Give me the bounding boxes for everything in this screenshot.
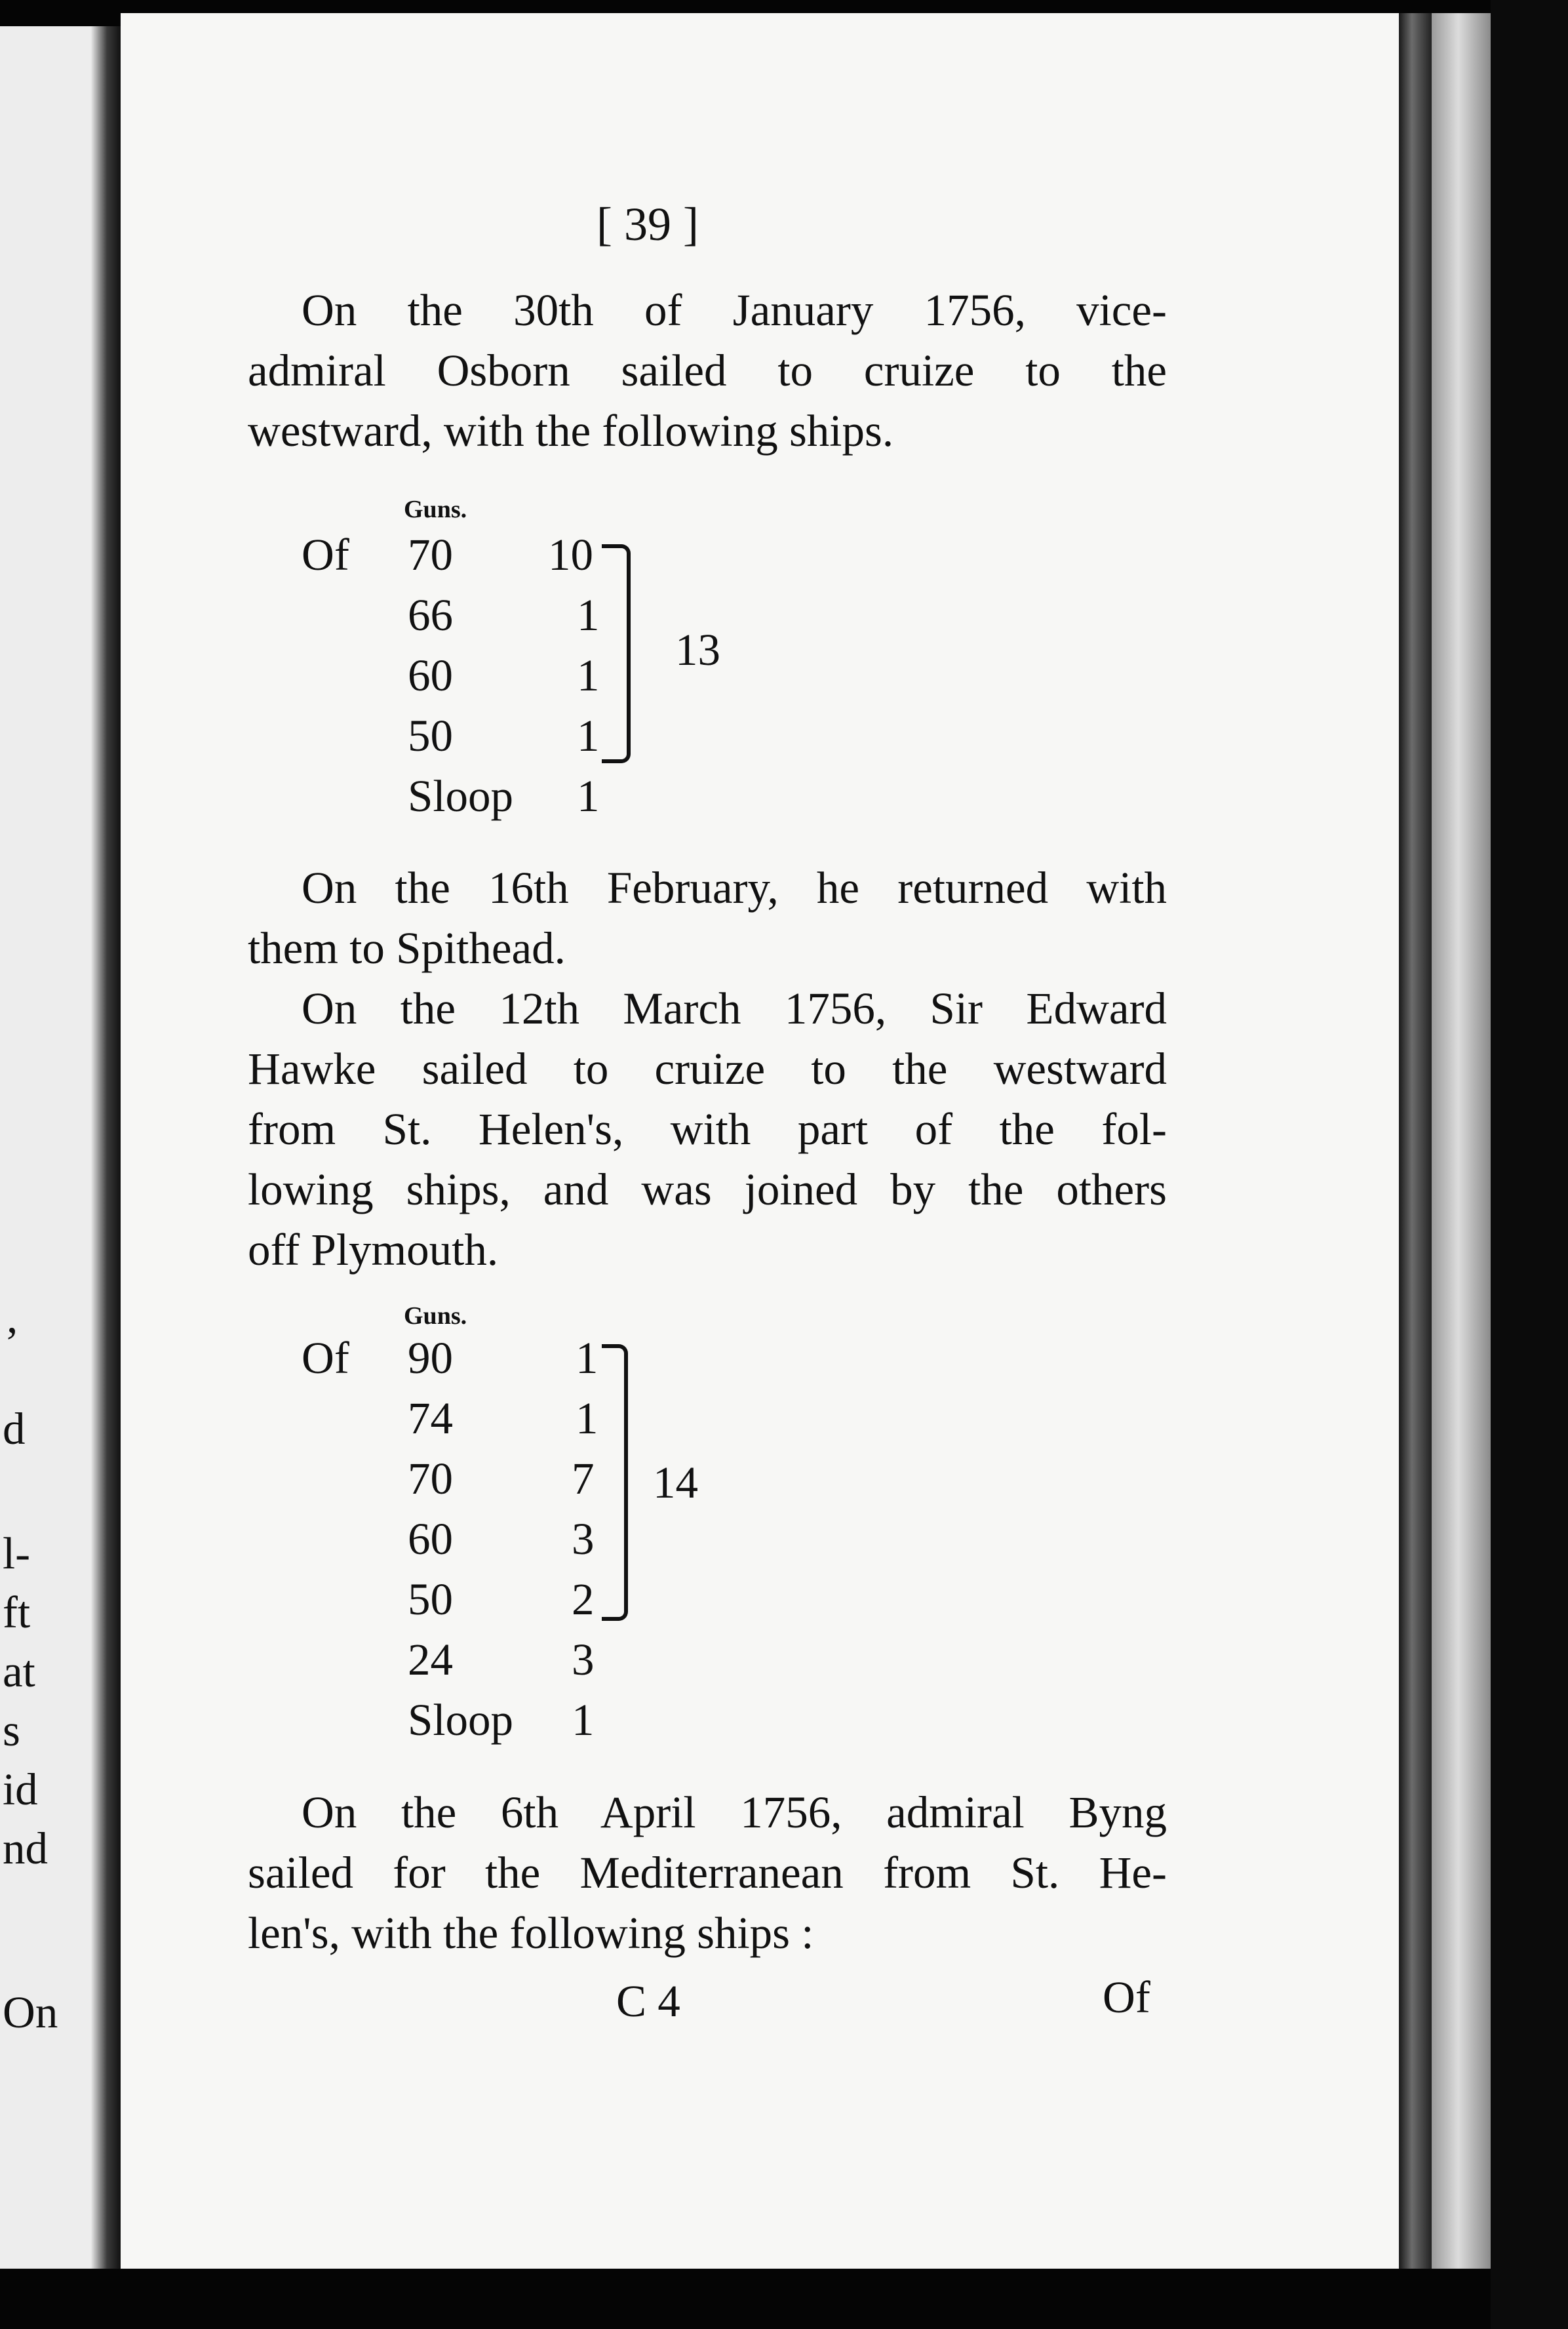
page-number: [ 39 ] [597,198,699,250]
table-cell-count: 1 [576,1333,598,1383]
table-brace [602,544,631,763]
of-label: Of [302,1333,349,1383]
margin-fragment: On [3,1987,58,2037]
table-cell-count: 1 [572,1695,595,1745]
table-cell-guns: 74 [408,1393,453,1443]
paragraph-line: On the 16th February, he returned with [302,863,1167,913]
guns-label: Guns. [404,1302,467,1330]
table-cell-count: 1 [577,590,600,640]
paragraph-line: On the 6th April 1756, admiral Byng [302,1787,1167,1837]
table-brace [602,1344,628,1621]
paragraph-line: westward, with the following ships. [248,406,894,456]
signature-mark: C 4 [616,1976,680,2026]
paragraph-line: lowing ships, and was joined by the others [248,1164,1167,1214]
table-cell-count: 2 [572,1574,595,1624]
margin-fragment: l- [3,1528,31,1578]
margin-fragment: at [3,1646,35,1696]
book-cover [1491,0,1568,2329]
margin-fragment: , [7,1292,18,1342]
table-cell-count: 3 [572,1635,595,1684]
table-cell-guns: 66 [408,590,453,640]
table-total: 13 [675,625,720,675]
table-cell-guns: 90 [408,1333,453,1383]
table-cell-guns: 70 [408,1454,453,1503]
table-cell-guns: 70 [408,530,453,580]
table-cell-guns: Sloop [408,771,514,821]
paragraph-line: len's, with the following ships : [248,1908,814,1958]
book-cover-edge [1432,13,1491,2269]
table-total: 14 [653,1458,698,1507]
paragraph-line: admiral Osborn sailed to cruize to the [248,346,1167,395]
margin-fragment: ft [3,1587,31,1637]
gutter-shadow [90,26,121,2269]
margin-fragment: s [3,1705,20,1755]
catchword: Of [1103,1972,1150,2022]
table-cell-guns: 60 [408,650,453,700]
of-label: Of [302,530,349,580]
table-cell-count: 1 [577,711,600,761]
margin-fragment: id [3,1764,38,1814]
table-cell-count: 1 [576,1393,598,1443]
table-cell-count: 10 [548,530,593,580]
table-cell-guns: 50 [408,1574,453,1624]
margin-fragment: nd [3,1823,48,1873]
paragraph-line: them to Spithead. [248,923,566,973]
paragraph-line: sailed for the Mediterranean from St. He- [248,1848,1167,1898]
page-edge-shadow [1399,13,1432,2269]
table-cell-count: 7 [572,1454,595,1503]
table-cell-count: 3 [572,1514,595,1564]
paragraph-line: off Plymouth. [248,1225,499,1275]
margin-fragment: d [3,1404,26,1454]
paragraph-line: On the 12th March 1756, Sir Edward [302,984,1167,1033]
table-cell-guns: 50 [408,711,453,761]
paragraph-line: from St. Helen's, with part of the fol- [248,1104,1167,1154]
table-cell-guns: Sloop [408,1695,514,1745]
table-cell-count: 1 [577,771,600,821]
paragraph-line: On the 30th of January 1756, vice- [302,285,1167,335]
table-cell-guns: 60 [408,1514,453,1564]
table-cell-guns: 24 [408,1635,453,1684]
guns-label: Guns. [404,496,467,523]
paragraph-line: Hawke sailed to cruize to the westward [248,1044,1167,1094]
table-cell-count: 1 [577,650,600,700]
